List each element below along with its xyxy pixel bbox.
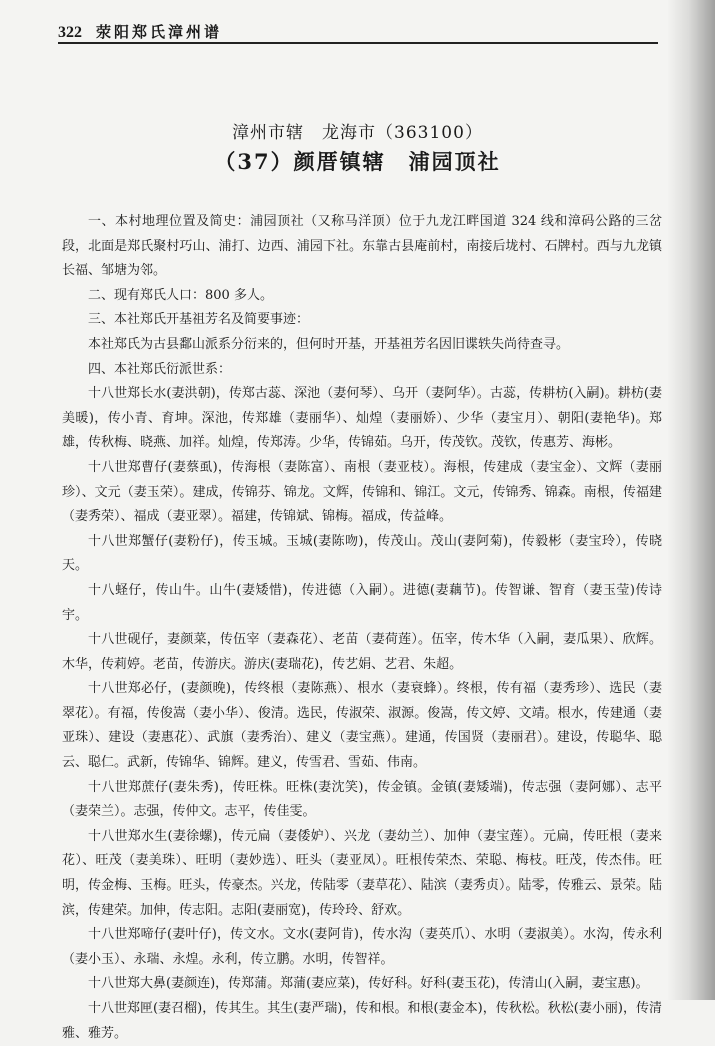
paragraph: 十八世郑蔗仔(妻朱秀)，传旺株。旺株(妻沈笑)，传金镇。金镇(妻矮端)，传志强（妻阿娜）、志平（妻荣兰）。志强，传仲文。志平，传佳雯。 — [62, 779, 662, 820]
paragraph: 十八蛏仔，传山牛。山牛(妻矮惜)，传进德（入嗣）。进德(妻藕节)。传智谦、智育（妻玉莹)传诗宇。 — [62, 582, 662, 623]
paragraph: 十八世郑曹仔(妻蔡虱)，传海根（妻陈富）、南根（妻亚枝）。海根，传建成（妻宝金）、文辉（妻丽珍）、文元（妻玉荣）。建成，传锦芬、锦龙。文辉，传锦和、锦江。文元，传锦秀、锦森。南根，传福建（妻秀荣）、福成（妻亚翠）。福建，传锦斌、锦梅。福成，传益峰。 — [62, 459, 662, 525]
paragraph: 十八世郑蟹仔(妻粉仔)，传玉城。玉城(妻陈吻)，传茂山。茂山(妻阿菊)，传毅彬（妻宝玲），传晓天。 — [62, 533, 662, 574]
paragraph: 十八世郑大鼻(妻颜连)，传郑蒲。郑蒲(妻应菜)，传好科。好科(妻玉花)，传清山(入嗣，妻宝惠)。 — [88, 976, 649, 992]
paragraph: 本社郑氏为古县鄱山派系分衍来的，但何时开基，开基祖芳名因旧谍轶失尚待查寻。 — [88, 336, 570, 352]
section-title: （37）颜厝镇辖 浦园顶社 — [214, 149, 501, 174]
book-title: 荥阳郑氏漳州谱 — [96, 23, 223, 41]
paragraph: 十八世郑长水(妻洪朝)，传郑古蕊、深池（妻何琴）、乌开（妻阿华）。古蕊，传耕枋(入嗣)。耕枋(妻美暖)，传小青、育坤。深池，传郑雄（妻丽华）、灿煌（妻丽娇）、少华（妻宝月）、朝阳(妻艳华)。郑雄，传秋梅、晓燕、加祥。灿煌，传郑涛。少华，传锦茹。乌开，传茂钦。茂钦，传惠芳、海彬。 — [62, 386, 662, 451]
header-rule — [58, 42, 658, 44]
paragraph: 四、本社郑氏衍派世系： — [88, 361, 232, 377]
paragraph: 十八世郑必仔，(妻颜晚)，传终根（妻陈燕）、根水（妻衰蜂）。终根，传有福（妻秀珍）、选民（妻翠花）。有福，传俊嵩（妻小华）、俊清。选民，传淑荣、淑源。俊嵩，传文婷、文靖。根水，传建通（妻亚珠）、建设（妻惠花）、武旗（妻秀治）、建义（妻宝燕）。建通，传国贤（妻丽君）。建设，传聪华、聪云、聪仁。武新，传锦华、锦辉。建义，传雪君、雪茹、伟南。 — [62, 681, 662, 771]
page-number: 322 — [58, 24, 82, 41]
scan-edge-shadow — [667, 0, 715, 1000]
region-heading: 漳州市辖 龙海市（363100） — [232, 123, 483, 143]
paragraph: 十八世郑啼仔(妻叶仔)，传文水。文水(妻阿肯)，传水沟（妻英爪）、水明（妻淑美）。水沟，传永利（妻小玉）、永瑞、永煌。永利，传立鹏。水明，传智祥。 — [62, 927, 662, 967]
running-header — [58, 16, 658, 42]
paragraph: 十八世砚仔，妻颜菜，传伍宰（妻森花）、老苗（妻荷莲）。伍宰，传木华（入嗣，妻瓜果）、欣辉。木华，传莉婷。老苗，传游庆。游庆(妻瑞花)，传艺娟、艺君、朱超。 — [62, 632, 662, 672]
paragraph: 三、本社郑氏开基祖芳名及简要事迹： — [88, 312, 310, 328]
body-text — [62, 210, 662, 1046]
paragraph: 十八世郑匣(妻召榴)，传其生。其生(妻严瑞)，传和根。和根(妻金本)，传秋松。秋松(妻小丽)，传清雅、雅芳。 — [62, 1001, 662, 1041]
paragraph: 一、本村地理位置及简史：浦园顶社（又称马洋顶）位于九龙江畔国道 324 线和漳码公路的三岔段，北面是郑氏聚村巧山、浦打、边西、浦园下社。东靠古县庵前村，南接后垅村、石牌村。西与九龙镇长福、邹塘为邻。 — [62, 214, 662, 279]
paragraph: 十八世郑水生(妻徐螺)，传元扁（妻倭妒）、兴龙（妻幼兰）、加伸（妻宝莲）。元扁，传旺根（妻来花）、旺茂（妻美珠）、旺明（妻妙选）、旺头（妻亚凤）。旺根传荣杰、荣聪、梅枝。旺茂，传杰伟。旺明，传金梅、玉梅。旺头，传豪杰。兴龙，传陆零（妻草花）、陆滨（妻秀贞）。陆零，传雅云、景荣。陆滨，传建荣。加伸，传志阳。志阳(妻丽宽)，传玲玲、舒欢。 — [62, 828, 662, 918]
paragraph: 二、现有郑氏人口：800 多人。 — [88, 287, 273, 303]
